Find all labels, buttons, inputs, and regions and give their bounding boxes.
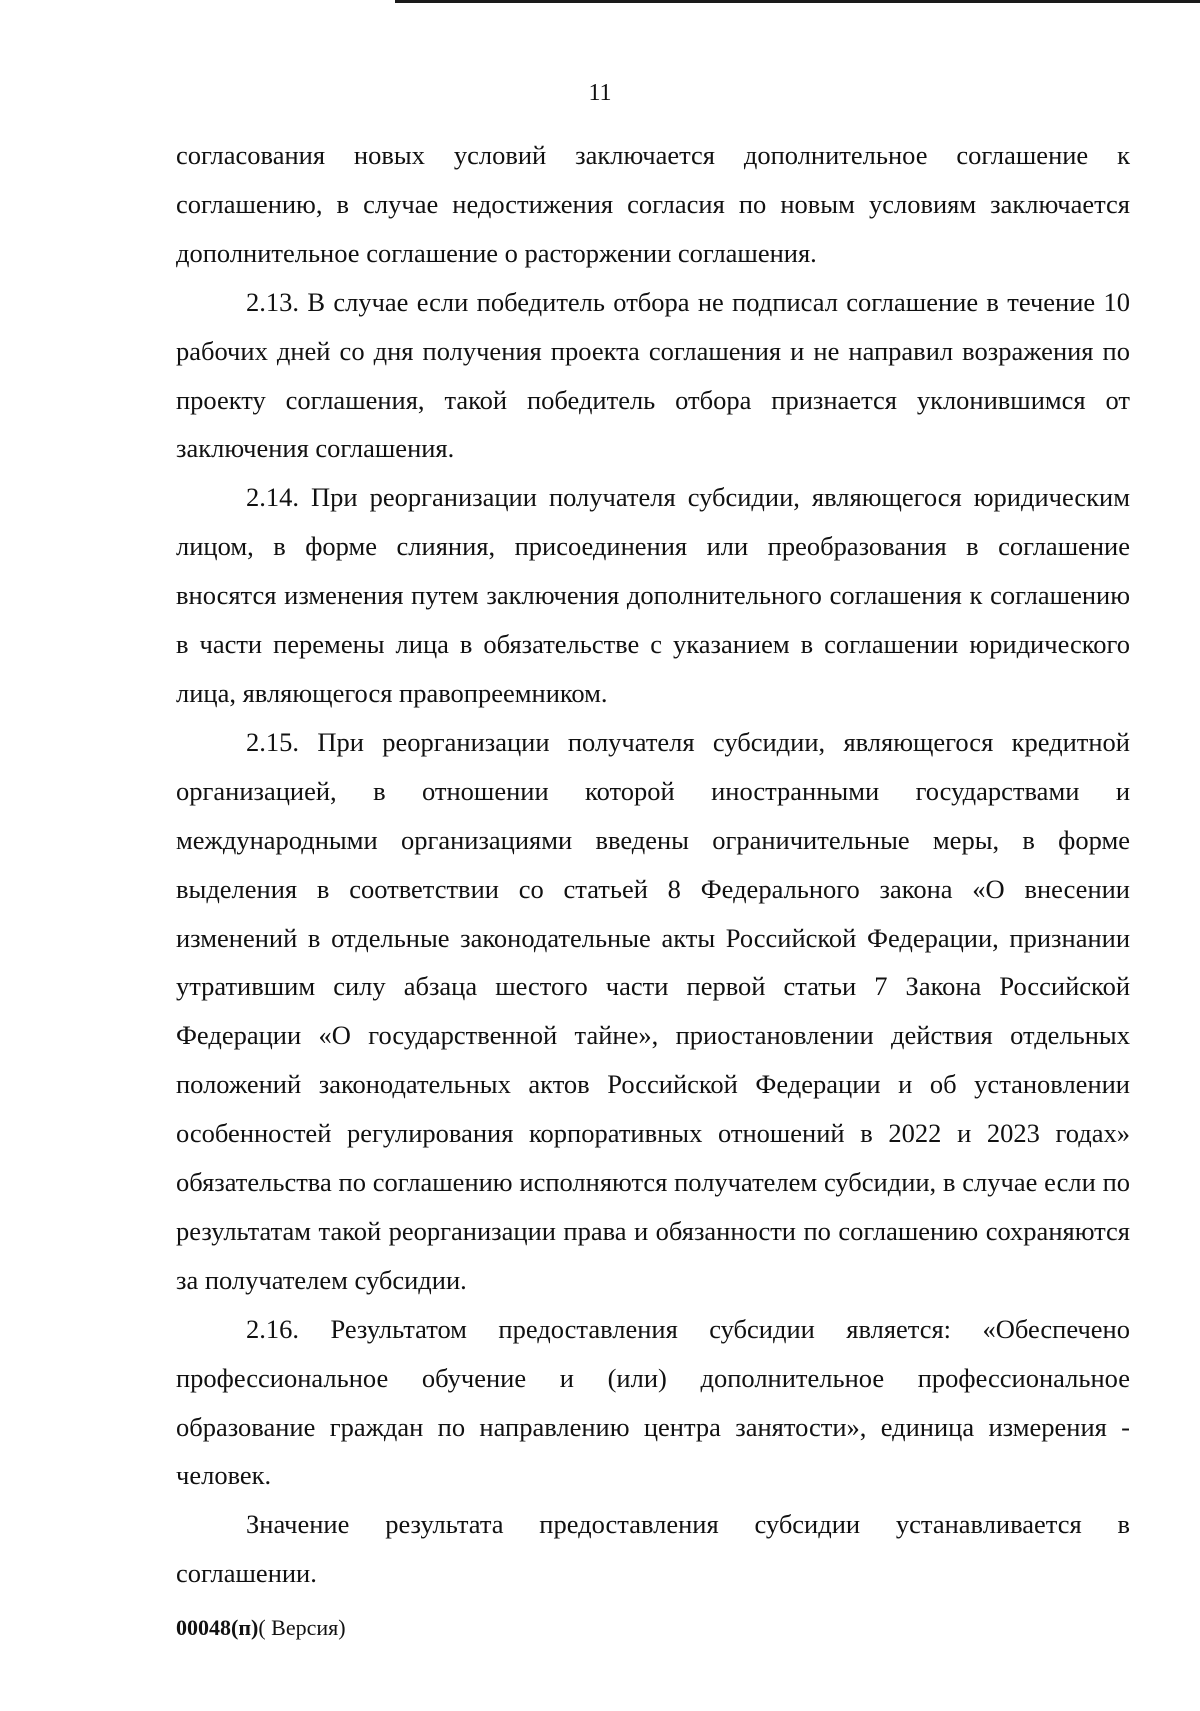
paragraph-2-16: 2.16. Результатом предоставления субсидии является: «Обеспечено профессиональное обучение и (или) дополнительное профессиональное образование граждан по направлению центра занятости», единица измерения - человек. xyxy=(176,1313,1130,1491)
page-number: 11 xyxy=(588,80,612,106)
document-code: 00048(п) xyxy=(176,1615,259,1640)
paragraph-2-15: 2.15. При реорганизации получателя субсидии, являющегося кредитной организацией, в отношении которой иностранными государствами и международными организациями введены ограничительные меры, в форме выделения в соответствии со статьей 8 Федерального закона «О внесении изменений в отдельные законодательные акты Российской Федерации, признании утратившим силу абзаца шестого части первой статьи 7 Закона Российской Федерации «О государственной тайне», приостановлении действия отдельных положений законодательных актов Российской Федерации и об установлении особенностей регулирования корпоративных отношений в 2022 и 2023 годах» обязательства по соглашению исполняются получателем субсидии, в случае если по результатам такой реорганизации права и обязанности по соглашению сохраняются за получателем субсидии. xyxy=(176,726,1130,1295)
paragraph-2-14: 2.14. При реорганизации получателя субсидии, являющегося юридическим лицом, в форме слияния, присоединения или преобразования в соглашение вносятся изменения путем заключения дополнительного соглашения к соглашению в части перемены лица в обязательстве с указанием в соглашении юридического лица, являющегося правопреемником. xyxy=(176,482,1130,708)
paragraph-continuation: согласования новых условий заключается дополнительное соглашение к соглашению, в случае недостижения согласия по новым условиям заключается дополнительное соглашение о расторжении соглашения. xyxy=(176,140,1130,268)
document-body xyxy=(176,131,1130,1598)
document-version: ( Версия) xyxy=(258,1615,346,1640)
paragraph-2-13: 2.13. В случае если победитель отбора не подписал соглашение в течение 10 рабочих дней со дня получения проекта соглашения и не направил возражения по проекту соглашения, такой победитель отбора признается уклонившимся от заключения соглашения. xyxy=(176,286,1130,464)
paragraph-result-value: Значение результата предоставления субсидии устанавливается в соглашении. xyxy=(176,1509,1130,1589)
top-border-line xyxy=(395,0,1200,3)
document-footer xyxy=(176,1615,346,1641)
